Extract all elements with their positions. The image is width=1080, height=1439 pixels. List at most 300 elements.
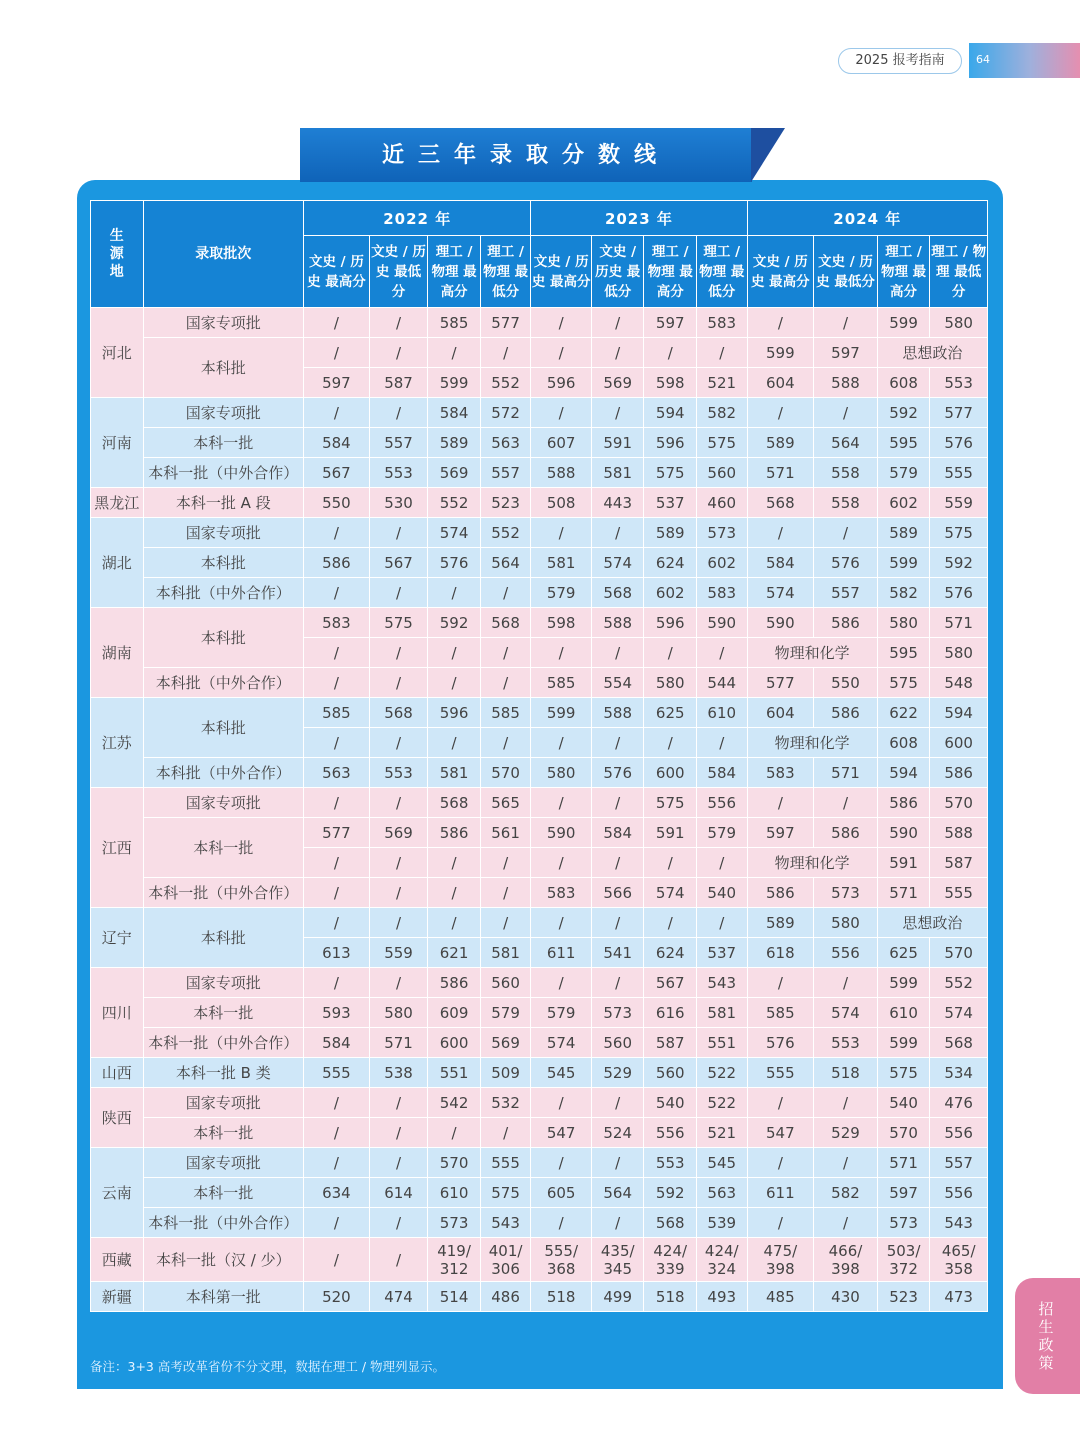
- score-cell: /: [480, 638, 531, 668]
- score-cell: /: [369, 338, 428, 368]
- score-cell: /: [304, 1088, 370, 1118]
- score-cell: 587: [369, 368, 428, 398]
- score-cell: /: [696, 848, 747, 878]
- score-column-header: 文史 / 历史 最高分: [747, 236, 814, 308]
- score-cell: 586: [814, 698, 878, 728]
- score-cell: 602: [877, 488, 930, 518]
- origin-cell: 河北: [91, 308, 144, 398]
- score-cell: 573: [877, 1208, 930, 1238]
- table-body: [91, 308, 988, 1312]
- score-cell: 589: [877, 518, 930, 548]
- score-cell: 419/ 312: [428, 1238, 481, 1282]
- score-column-header: 理工 / 物理 最高分: [644, 236, 697, 308]
- score-cell: 474: [369, 1282, 428, 1312]
- score-cell: 597: [644, 308, 697, 338]
- score-cell: /: [591, 1088, 644, 1118]
- score-cell: 574: [531, 1028, 592, 1058]
- table-row: [91, 398, 988, 428]
- score-cell: 610: [696, 698, 747, 728]
- score-cell: /: [369, 638, 428, 668]
- score-cell: /: [304, 788, 370, 818]
- score-cell: /: [304, 1238, 370, 1282]
- score-cell: 551: [428, 1058, 481, 1088]
- score-cell: 614: [369, 1178, 428, 1208]
- score-cell: /: [369, 668, 428, 698]
- batch-cell: 本科批: [143, 548, 304, 578]
- origin-cell: 河南: [91, 398, 144, 488]
- score-cell: 589: [428, 428, 481, 458]
- score-cell: 568: [930, 1028, 988, 1058]
- score-cell: /: [591, 1208, 644, 1238]
- score-cell: 559: [369, 938, 428, 968]
- score-cell: 543: [930, 1208, 988, 1238]
- batch-cell: 本科一批（中外合作）: [143, 1208, 304, 1238]
- score-cell: 558: [814, 458, 878, 488]
- score-cell: 625: [644, 698, 697, 728]
- table-row: [91, 308, 988, 338]
- table-row: [91, 698, 988, 728]
- score-cell: 622: [877, 698, 930, 728]
- score-cell: 595: [877, 638, 930, 668]
- score-cell: 577: [747, 668, 814, 698]
- batch-cell: 国家专项批: [143, 398, 304, 428]
- score-cell: /: [814, 1088, 878, 1118]
- table-row: [91, 908, 988, 938]
- score-cell: 575: [930, 518, 988, 548]
- score-cell: 585: [480, 698, 531, 728]
- score-cell: 586: [930, 758, 988, 788]
- score-cell: /: [369, 1148, 428, 1178]
- score-cell: 547: [747, 1118, 814, 1148]
- score-cell: 597: [814, 338, 878, 368]
- table-row: [91, 668, 988, 698]
- score-cell: 580: [930, 638, 988, 668]
- origin-header: 生源地: [91, 201, 144, 308]
- score-cell: 600: [428, 1028, 481, 1058]
- score-cell: 543: [480, 1208, 531, 1238]
- score-cell: /: [531, 1088, 592, 1118]
- score-cell: /: [369, 1118, 428, 1148]
- score-cell: 583: [696, 578, 747, 608]
- score-cell: 571: [747, 458, 814, 488]
- score-cell: 597: [304, 368, 370, 398]
- score-cell: 587: [930, 848, 988, 878]
- score-cell: 509: [480, 1058, 531, 1088]
- score-cell: 555: [930, 458, 988, 488]
- score-cell: 589: [747, 428, 814, 458]
- guide-title-pill: 2025 报考指南: [838, 48, 962, 74]
- score-cell: 499: [591, 1282, 644, 1312]
- score-cell: 608: [877, 728, 930, 758]
- score-cell: 583: [747, 758, 814, 788]
- score-cell: 575: [644, 458, 697, 488]
- table-row: [91, 1148, 988, 1178]
- batch-cell: 本科第一批: [143, 1282, 304, 1312]
- score-cell: 586: [747, 878, 814, 908]
- score-cell: 530: [369, 488, 428, 518]
- score-cell: 552: [428, 488, 481, 518]
- score-cell: 568: [591, 578, 644, 608]
- table-row: [91, 968, 988, 998]
- score-cell: /: [480, 728, 531, 758]
- score-cell: 586: [428, 818, 481, 848]
- score-cell: 567: [304, 458, 370, 488]
- score-cell: 476: [930, 1088, 988, 1118]
- score-cell: 591: [877, 848, 930, 878]
- score-cell: 529: [814, 1118, 878, 1148]
- score-cell: /: [369, 1238, 428, 1282]
- score-cell: /: [531, 638, 592, 668]
- score-cell: 560: [591, 1028, 644, 1058]
- score-cell: 604: [747, 368, 814, 398]
- score-cell: 582: [814, 1178, 878, 1208]
- score-cell: /: [696, 908, 747, 938]
- batch-cell: 本科批（中外合作）: [143, 578, 304, 608]
- score-cell: /: [531, 398, 592, 428]
- section-side-tab[interactable]: [1015, 1278, 1080, 1394]
- score-cell: 569: [480, 1028, 531, 1058]
- origin-cell: 江西: [91, 788, 144, 908]
- score-cell: 567: [644, 968, 697, 998]
- year-header-2022: 2022 年: [304, 201, 531, 236]
- table-row: [91, 1058, 988, 1088]
- batch-cell: 国家专项批: [143, 1148, 304, 1178]
- score-cell: 592: [930, 548, 988, 578]
- score-cell: 581: [696, 998, 747, 1028]
- score-cell: 602: [696, 548, 747, 578]
- score-cell: /: [747, 1088, 814, 1118]
- score-column-header: 理工 / 物理 最高分: [428, 236, 481, 308]
- score-cell: 584: [591, 818, 644, 848]
- score-cell: 466/ 398: [814, 1238, 878, 1282]
- score-cell: 537: [696, 938, 747, 968]
- score-cell: 575: [877, 1058, 930, 1088]
- origin-cell: 云南: [91, 1148, 144, 1238]
- score-cell: /: [428, 728, 481, 758]
- score-cell: 493: [696, 1282, 747, 1312]
- score-cell: /: [531, 1148, 592, 1178]
- score-cell: 599: [877, 548, 930, 578]
- score-cell: 545: [531, 1058, 592, 1088]
- score-cell: 571: [877, 1148, 930, 1178]
- score-cell: /: [369, 518, 428, 548]
- score-cell: 589: [644, 518, 697, 548]
- score-cell: 563: [696, 1178, 747, 1208]
- score-cell: /: [591, 308, 644, 338]
- score-cell: /: [531, 518, 592, 548]
- score-cell: 574: [747, 578, 814, 608]
- score-cell: 542: [428, 1088, 481, 1118]
- score-cell: 593: [304, 998, 370, 1028]
- score-cell: 570: [930, 938, 988, 968]
- score-cell: 581: [480, 938, 531, 968]
- score-cell: 430: [814, 1282, 878, 1312]
- score-cell: 585: [304, 698, 370, 728]
- score-cell: 598: [531, 608, 592, 638]
- score-cell: 520: [304, 1282, 370, 1312]
- score-cell: /: [747, 518, 814, 548]
- score-cell: 590: [696, 608, 747, 638]
- table-row: [91, 1208, 988, 1238]
- score-cell: /: [369, 878, 428, 908]
- score-cell: /: [747, 968, 814, 998]
- origin-cell: 新疆: [91, 1282, 144, 1312]
- batch-cell: 本科一批 B 类: [143, 1058, 304, 1088]
- score-cell: 556: [930, 1178, 988, 1208]
- score-cell: /: [369, 308, 428, 338]
- score-cell: /: [480, 908, 531, 938]
- score-cell: /: [814, 1208, 878, 1238]
- score-cell: 610: [428, 1178, 481, 1208]
- score-cell: /: [480, 668, 531, 698]
- score-cell: /: [369, 1088, 428, 1118]
- score-cell: 594: [930, 698, 988, 728]
- score-cell: 580: [814, 908, 878, 938]
- batch-cell: 本科一批: [143, 998, 304, 1028]
- score-cell: 592: [428, 608, 481, 638]
- score-cell: /: [531, 338, 592, 368]
- batch-cell: 本科一批: [143, 1118, 304, 1148]
- score-cell: 581: [531, 548, 592, 578]
- score-cell: 518: [814, 1058, 878, 1088]
- score-cell: 568: [480, 608, 531, 638]
- score-cell: 586: [304, 548, 370, 578]
- score-cell: 569: [369, 818, 428, 848]
- score-cell: /: [369, 848, 428, 878]
- score-cell: /: [747, 1208, 814, 1238]
- score-cell: /: [644, 848, 697, 878]
- score-cell: 574: [930, 998, 988, 1028]
- score-cell: 443: [591, 488, 644, 518]
- score-cell: 588: [591, 698, 644, 728]
- score-cell: 567: [369, 548, 428, 578]
- score-column-header: 理工 / 物理 最高分: [877, 236, 930, 308]
- score-cell: 518: [531, 1282, 592, 1312]
- table-row: [91, 1118, 988, 1148]
- score-cell: 460: [696, 488, 747, 518]
- score-cell: 592: [877, 398, 930, 428]
- batch-cell: 国家专项批: [143, 1088, 304, 1118]
- score-cell: 609: [428, 998, 481, 1028]
- score-cell: 541: [591, 938, 644, 968]
- score-cell: 600: [930, 728, 988, 758]
- score-cell: /: [304, 308, 370, 338]
- score-cell: 579: [531, 578, 592, 608]
- score-cell: /: [591, 968, 644, 998]
- score-cell: 580: [531, 758, 592, 788]
- table-row: [91, 818, 988, 848]
- score-cell: 555: [747, 1058, 814, 1088]
- score-cell: 523: [877, 1282, 930, 1312]
- score-cell: /: [531, 848, 592, 878]
- score-cell: 588: [814, 368, 878, 398]
- score-cell: 555: [304, 1058, 370, 1088]
- score-table: [90, 200, 988, 1312]
- score-cell: 582: [877, 578, 930, 608]
- score-cell: 518: [644, 1282, 697, 1312]
- score-cell: 554: [591, 668, 644, 698]
- score-cell: 540: [877, 1088, 930, 1118]
- score-cell: 555: [480, 1148, 531, 1178]
- year-header-2023: 2023 年: [531, 201, 747, 236]
- score-cell: 571: [369, 1028, 428, 1058]
- score-cell: 608: [877, 368, 930, 398]
- score-cell: 596: [531, 368, 592, 398]
- score-cell: 570: [428, 1148, 481, 1178]
- score-cell: 579: [877, 458, 930, 488]
- score-cell: 590: [877, 818, 930, 848]
- score-cell: 523: [480, 488, 531, 518]
- table-row: [91, 338, 988, 368]
- score-cell: /: [428, 668, 481, 698]
- batch-cell: 本科一批: [143, 818, 304, 878]
- score-cell: 594: [644, 398, 697, 428]
- score-cell: 584: [696, 758, 747, 788]
- score-cell: 592: [644, 1178, 697, 1208]
- score-cell: 556: [930, 1118, 988, 1148]
- score-cell: 583: [304, 608, 370, 638]
- score-cell: /: [304, 728, 370, 758]
- score-cell: 401/ 306: [480, 1238, 531, 1282]
- score-cell: /: [747, 1148, 814, 1178]
- score-cell: /: [369, 968, 428, 998]
- table-row: [91, 1178, 988, 1208]
- score-cell: 576: [930, 578, 988, 608]
- score-cell: 560: [644, 1058, 697, 1088]
- batch-cell: 本科批: [143, 608, 304, 668]
- score-cell: 569: [428, 458, 481, 488]
- table-row: [91, 548, 988, 578]
- score-cell: 588: [591, 608, 644, 638]
- score-cell: 508: [531, 488, 592, 518]
- score-cell: 424/ 339: [644, 1238, 697, 1282]
- table-note: 备注：3+3 高考改革省份不分文理，数据在理工 / 物理列显示。: [90, 1359, 446, 1374]
- score-cell: /: [591, 848, 644, 878]
- origin-cell: 陕西: [91, 1088, 144, 1148]
- score-cell: 624: [644, 548, 697, 578]
- score-cell: 571: [877, 878, 930, 908]
- subject-requirement-cell: 物理和化学: [747, 728, 877, 758]
- score-cell: 539: [696, 1208, 747, 1238]
- score-cell: 584: [747, 548, 814, 578]
- score-cell: /: [369, 1208, 428, 1238]
- score-cell: 574: [428, 518, 481, 548]
- score-cell: 568: [369, 698, 428, 728]
- batch-cell: 国家专项批: [143, 518, 304, 548]
- origin-cell: 辽宁: [91, 908, 144, 968]
- batch-cell: 本科一批: [143, 428, 304, 458]
- score-cell: 548: [930, 668, 988, 698]
- table-row: [91, 1088, 988, 1118]
- score-cell: /: [747, 308, 814, 338]
- score-cell: 621: [428, 938, 481, 968]
- score-cell: /: [591, 398, 644, 428]
- score-cell: 580: [930, 308, 988, 338]
- score-cell: 597: [877, 1178, 930, 1208]
- score-cell: 607: [531, 428, 592, 458]
- score-cell: 524: [591, 1118, 644, 1148]
- score-cell: /: [369, 728, 428, 758]
- score-cell: 560: [480, 968, 531, 998]
- score-cell: /: [304, 908, 370, 938]
- score-cell: /: [531, 968, 592, 998]
- score-cell: 570: [877, 1118, 930, 1148]
- score-cell: 522: [696, 1088, 747, 1118]
- subject-requirement-cell: 物理和化学: [747, 638, 877, 668]
- score-cell: 573: [428, 1208, 481, 1238]
- score-cell: /: [304, 638, 370, 668]
- score-cell: 556: [696, 788, 747, 818]
- score-cell: 550: [304, 488, 370, 518]
- score-cell: 604: [747, 698, 814, 728]
- origin-cell: 黑龙江: [91, 488, 144, 518]
- table-row: [91, 608, 988, 638]
- score-cell: /: [531, 788, 592, 818]
- score-cell: /: [428, 1118, 481, 1148]
- score-cell: 537: [644, 488, 697, 518]
- score-column-header: 文史 / 历史 最低分: [814, 236, 878, 308]
- score-cell: 577: [304, 818, 370, 848]
- score-cell: 602: [644, 578, 697, 608]
- score-cell: /: [304, 878, 370, 908]
- batch-cell: 本科一批: [143, 1178, 304, 1208]
- score-cell: 596: [644, 608, 697, 638]
- score-cell: /: [814, 518, 878, 548]
- score-cell: 561: [480, 818, 531, 848]
- score-cell: /: [531, 908, 592, 938]
- score-cell: 585: [531, 668, 592, 698]
- score-cell: 465/ 358: [930, 1238, 988, 1282]
- score-cell: 600: [644, 758, 697, 788]
- score-cell: /: [696, 638, 747, 668]
- score-cell: /: [304, 1208, 370, 1238]
- score-cell: /: [428, 848, 481, 878]
- score-cell: 575: [480, 1178, 531, 1208]
- score-cell: 545: [696, 1148, 747, 1178]
- score-cell: 590: [747, 608, 814, 638]
- score-cell: /: [480, 878, 531, 908]
- score-cell: /: [814, 788, 878, 818]
- page-title: 近三年录取分数线: [300, 128, 752, 182]
- table-row: [91, 878, 988, 908]
- table-row: [91, 1282, 988, 1312]
- score-cell: /: [428, 638, 481, 668]
- score-cell: 475/ 398: [747, 1238, 814, 1282]
- score-cell: 605: [531, 1178, 592, 1208]
- batch-cell: 本科批: [143, 698, 304, 758]
- score-cell: 553: [369, 758, 428, 788]
- score-cell: 424/ 324: [696, 1238, 747, 1282]
- score-cell: 580: [369, 998, 428, 1028]
- score-cell: 485: [747, 1282, 814, 1312]
- score-cell: /: [747, 788, 814, 818]
- score-cell: /: [304, 398, 370, 428]
- score-cell: 584: [304, 428, 370, 458]
- batch-cell: 国家专项批: [143, 308, 304, 338]
- score-cell: 596: [644, 428, 697, 458]
- score-cell: /: [591, 728, 644, 758]
- score-cell: 574: [814, 998, 878, 1028]
- score-cell: 568: [644, 1208, 697, 1238]
- table-head: [91, 201, 988, 308]
- score-cell: 551: [696, 1028, 747, 1058]
- score-cell: 553: [644, 1148, 697, 1178]
- score-cell: 574: [644, 878, 697, 908]
- score-cell: 599: [428, 368, 481, 398]
- score-cell: 522: [696, 1058, 747, 1088]
- score-cell: 613: [304, 938, 370, 968]
- table-row: [91, 758, 988, 788]
